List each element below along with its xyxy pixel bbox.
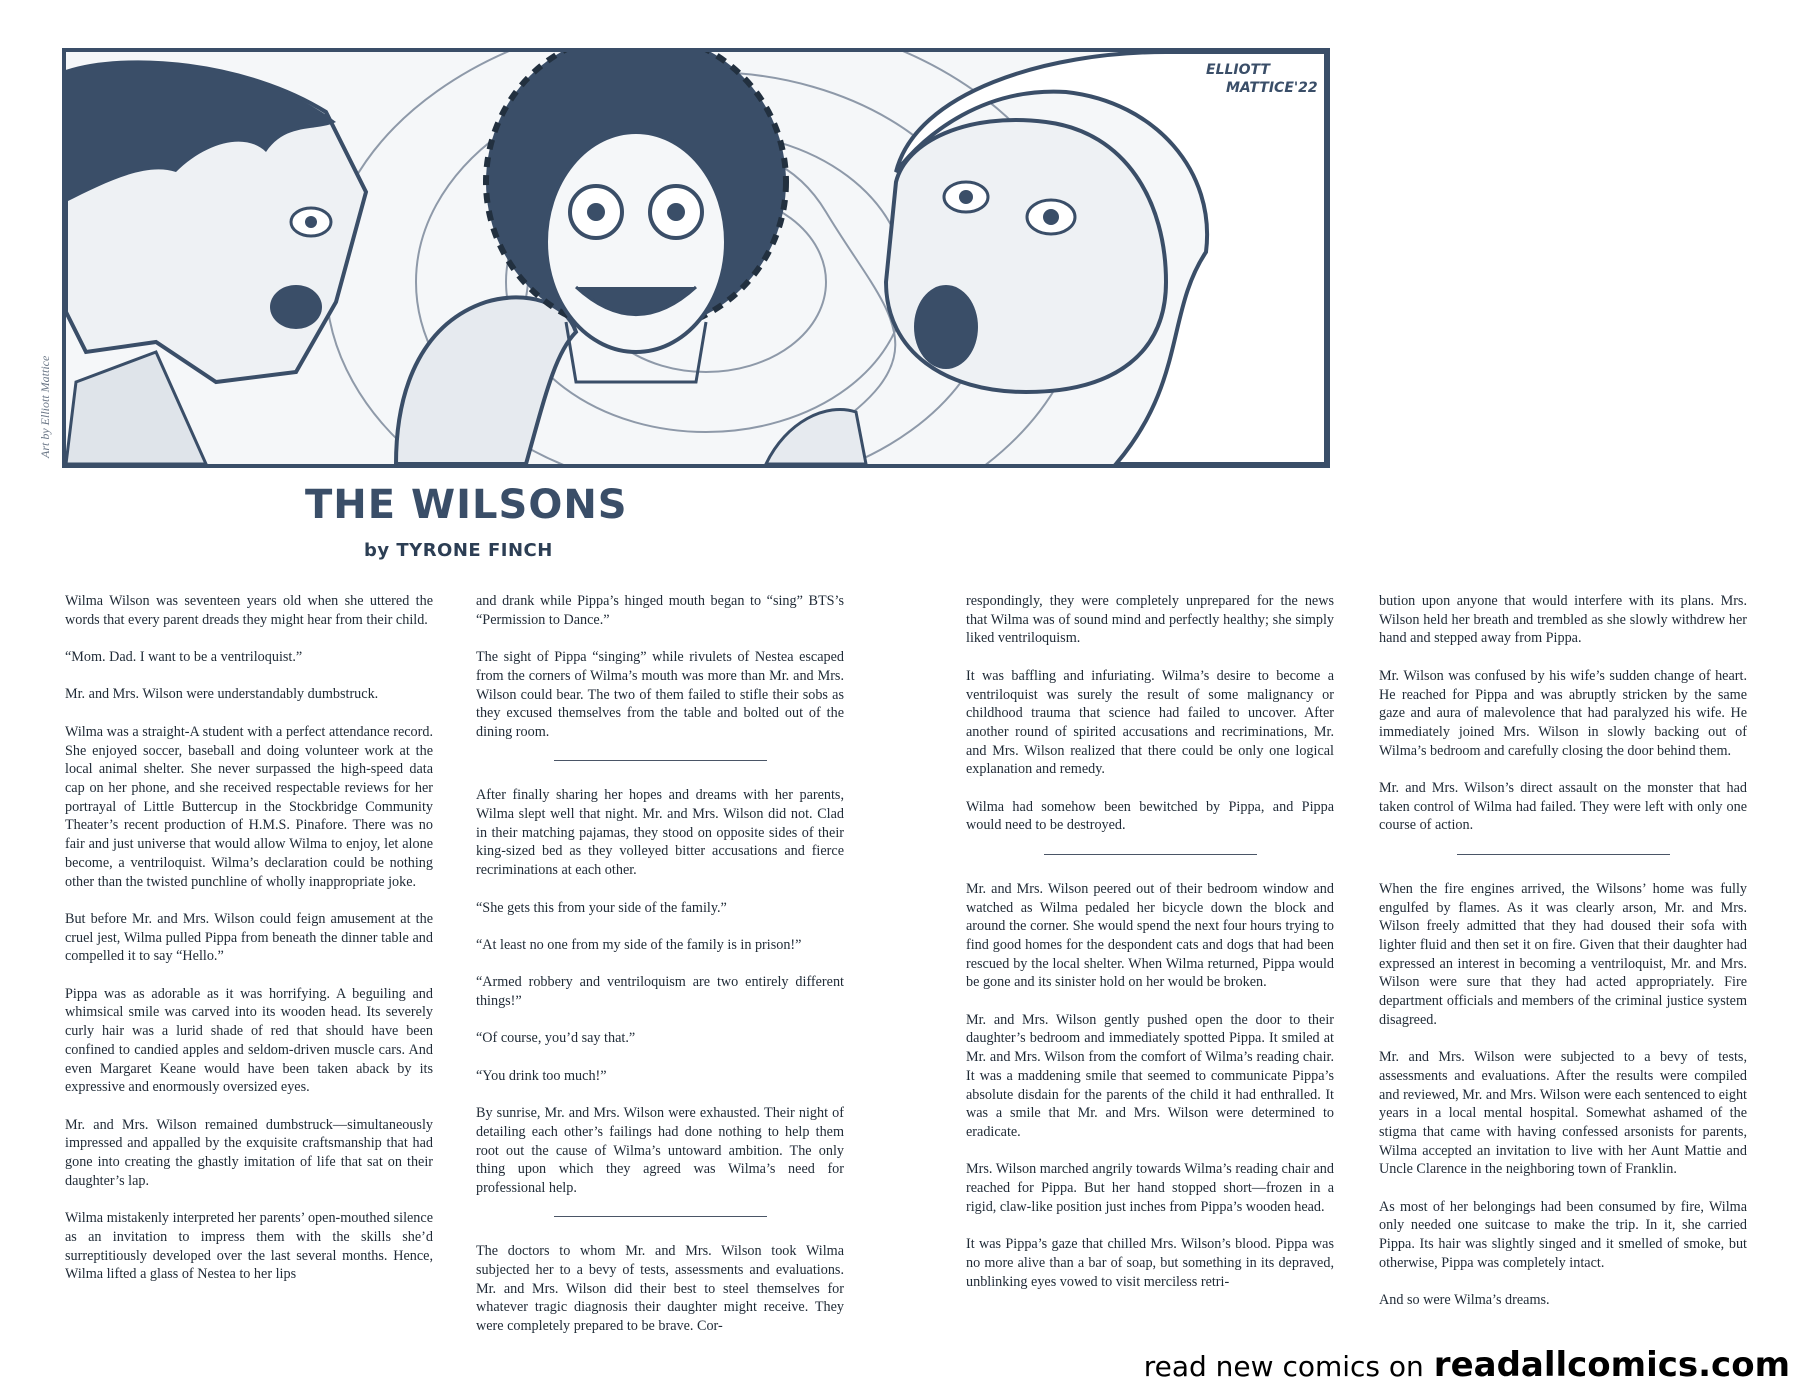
paragraph: Mrs. Wilson marched angrily towards Wilma’s reading chair and reached for Pippa. But her hand stopped short—frozen in a rigid, claw-like position just inches from Pippa’s wooden head. [966,1161,1334,1215]
paragraph: Mr. and Mrs. Wilson remained dumbstruck—simultaneously impressed and appalled by the exquisite craftsmanship that had gone into creating the ghastly imitation of life that sat on their daughter’s lap. [65,1116,433,1189]
story-title: THE WILSONS [305,482,628,528]
paragraph: respondingly, they were completely unprepared for the news that Wilma was of sound mind and perfectly healthy; she simply liked ventriloquism. [966,593,1334,647]
section-divider [554,1216,767,1217]
paragraph: As most of her belongings had been consumed by fire, Wilma only needed one suitcase to make the trip. In it, she carried Pippa. Its hair was slightly singed and it smelled of smoke, but otherwise, Pippa was completely intact. [1379,1198,1747,1271]
text-column-1 [65,592,433,1337]
paragraph: Pippa was as adorable as it was horrifying. A beguiling and whimsical smile was carved into its wooden head. Its severely curly hair was a lurid shade of red that should have been confined to candied apples and seldom-driven muscle cars. And even Margaret Keane would have been taken aback by its expressive and enormously oversized eyes. [65,985,433,1096]
paragraph: Wilma Wilson was seventeen years old when she uttered the words that every parent dreads they might hear from their child. [65,593,433,628]
paragraph: and drank while Pippa’s hinged mouth began to “sing” BTS’s “Permission to Dance.” [476,593,844,628]
paragraph: By sunrise, Mr. and Mrs. Wilson were exhausted. Their night of detailing each other’s failings had done nothing to help them root out the cause of Wilma’s untoward ambition. The only thing upon which they agreed was Wilma’s need for professional help. [476,1105,844,1196]
paragraph: When the fire engines arrived, the Wilsons’ home was fully engulfed by flames. As it was clearly arson, Mr. and Mrs. Wilson freely admitted that they had doused their sofa with lighter fluid and then set it on fire. Given that their daughter had expressed an interest in becoming a ventriloquist, Mr. and Mrs. Wilson were sure that they had acted appropriately. Fire department officials and members of the criminal justice system disagreed. [1379,880,1747,1028]
story-illustration [62,48,1330,468]
site-watermark[interactable] [1143,1345,1790,1385]
paragraph: But before Mr. and Mrs. Wilson could feign amusement at the cruel jest, Wilma pulled Pippa from beneath the dinner table and compelled it to say “Hello.” [65,910,433,965]
watermark-site-link[interactable]: readallcomics.com [1433,1345,1790,1385]
text-column-2 [476,592,844,1337]
paragraph: Mr. and Mrs. Wilson gently pushed open the door to their daughter’s bedroom and immediately spotted Pippa. It smiled at Mr. and Mrs. Wilson from the comfort of Wilma’s reading chair. It was a maddening smile that seemed to communicate Pippa’s absolute disdain for the parents of the child it had enthralled. It was a smile that Mr. and Mrs. Wilson were determined to eradicate. [966,1011,1334,1140]
paragraph: “At least no one from my side of the family is in prison!” [476,936,802,953]
paragraph: Wilma was a straight-A student with a perfect attendance record. She enjoyed soccer, baseball and doing volunteer work at the local animal shelter. She never surpassed the high-speed data cap on her phone, and she received respectable reviews for her portrayal of Little Buttercup in the Stockbridge Community Theater’s recent production of H.M.S. Pinafore. There was no fair and just universe that would allow Wilma to enjoy, let alone become, a ventriloquist. Wilma’s declaration could be nothing other than the twisted punchline of wholly inappropriate joke. [65,723,433,890]
paragraph: Mr. and Mrs. Wilson’s direct assault on the monster that had taken control of Wilma had failed. They were left with only one course of action. [1379,780,1747,834]
paragraph: “Armed robbery and ventriloquism are two entirely different things!” [476,974,844,1009]
paragraph: Mr. Wilson was confused by his wife’s sudden change of heart. He reached for Pippa and was abruptly stricken by the same gaze and aura of malevolence that had paralyzed his wife. He immediately joined Mrs. Wilson in slowly backing out of Wilma’s bedroom and carefully closing the door behind them. [1379,667,1747,759]
paragraph: Wilma mistakenly interpreted her parents’ open-mouthed silence as an invitation to impress them with the skills she’d surreptitiously developed over the last several months. Hence, Wilma lifted a glass of Nestea to her lips [65,1210,433,1283]
section-divider [554,760,767,761]
artist-signature-line2: MATTICE'22 [1226,80,1318,96]
section-divider [1457,854,1670,855]
paragraph: “She gets this from your side of the family.” [476,899,727,916]
paragraph: It was baffling and infuriating. Wilma’s desire to become a ventriloquist was surely the result of some malignancy or childhood trauma that science had failed to uncover. After another round of spirited accusations and recriminations, Mr. and Mrs. Wilson realized that there could be only one logical explanation and remedy. [966,667,1334,778]
paragraph: “Of course, you’d say that.” [476,1030,636,1047]
artist-signature-line1: ELLIOTT [1206,62,1270,78]
paragraph: It was Pippa’s gaze that chilled Mrs. Wilson’s blood. Pippa was no more alive than a bar of soap, but something in its depraved, unblinking eyes vowed to visit merciless retri- [966,1236,1334,1290]
paragraph: Mr. and Mrs. Wilson were subjected to a bevy of tests, assessments and evaluations. After the results were compiled and reviewed, Mr. and Mrs. Wilson were each sentenced to eight years in a local mental hospital. Somewhat ashamed of the stigma that came with having confessed arsonists for parents, Wilma accepted an invitation to live with her Aunt Mattie and Uncle Clarence in the neighboring town of Franklin. [1379,1049,1747,1178]
story-byline: by TYRONE FINCH [364,540,553,561]
watermark-prefix: read new comics on [1143,1350,1424,1383]
paragraph: The doctors to whom Mr. and Mrs. Wilson took Wilma subjected her to a bevy of tests, assessments and evaluations. Mr. and Mrs. Wilson did their best to steel themselves for whatever tragic diagnosis their daughter might receive. They were completely prepared to be brave. Cor- [476,1243,844,1335]
paragraph: After finally sharing her hopes and dreams with her parents, Wilma slept well that night. Mr. and Mrs. Wilson did not. Clad in their matching pajamas, they stood on opposite sides of their king-sized bed as they volleyed bitter accusations and fierce recriminations at each other. [476,787,844,879]
paragraph: “You drink too much!” [476,1067,607,1084]
paragraph: And so were Wilma’s dreams. [1379,1292,1550,1309]
paragraph: Wilma had somehow been bewitched by Pippa, and Pippa would need to be destroyed. [966,798,1334,834]
section-divider [1044,854,1257,855]
text-column-3 [966,592,1334,1337]
paragraph: “Mom. Dad. I want to be a ventriloquist.” [65,649,303,666]
paragraph: Mr. and Mrs. Wilson peered out of their bedroom window and watched as Wilma pedaled her bicycle down the block and around the corner. She would spend the next four hours trying to find good homes for the despondent cats and dogs that had been rescued by the local shelter. When Wilma returned, Pippa would be gone and its sinister hold on her would be broken. [966,880,1334,991]
illustration-art [66,52,1326,464]
paragraph: The sight of Pippa “singing” while rivulets of Nestea escaped from the corners of Wilma’s mouth was more than Mr. and Mrs. Wilson could bear. The two of them failed to stifle their sobs as they excused themselves from the table and bolted out of the dining room. [476,649,844,740]
art-credit: Art by Elliott Mattice [38,355,52,458]
text-column-4 [1379,592,1747,1337]
paragraph: Mr. and Mrs. Wilson were understandably dumbstruck. [65,686,379,703]
paragraph: bution upon anyone that would interfere with its plans. Mrs. Wilson held her breath and trembled as she slowly withdrew her hand and stepped away from Pippa. [1379,593,1747,647]
